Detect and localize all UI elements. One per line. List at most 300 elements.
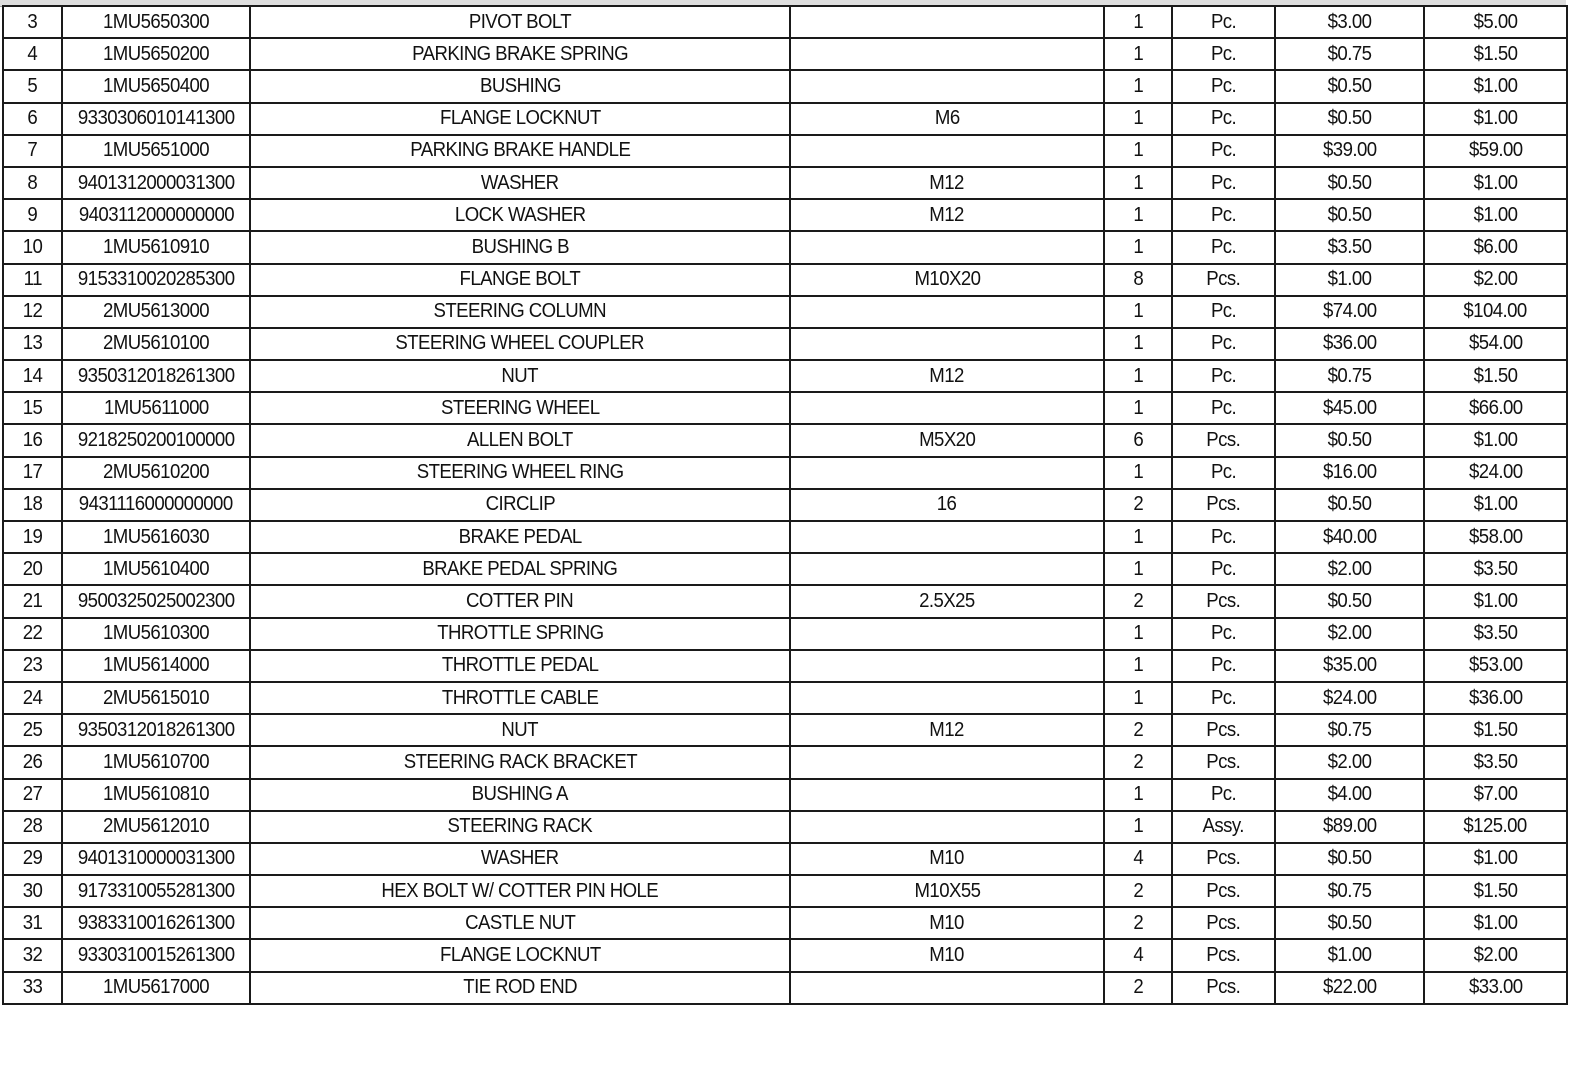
unit-price-cell xyxy=(1275,38,1424,70)
unit-cell xyxy=(1172,521,1275,553)
specification-cell xyxy=(790,779,1104,811)
unit-text: Pcs. xyxy=(1206,911,1241,934)
retail-price-text: $1.00 xyxy=(1473,493,1518,516)
part-number-cell xyxy=(62,585,250,617)
unit-price-text: $0.50 xyxy=(1327,203,1372,226)
part-number-text: 9218250200100000 xyxy=(77,429,235,452)
retail-price-cell xyxy=(1424,135,1567,167)
description-cell xyxy=(250,457,790,489)
unit-cell xyxy=(1172,779,1275,811)
quantity-cell xyxy=(1104,843,1172,875)
ref-number-cell xyxy=(3,714,62,746)
retail-price-text: $2.00 xyxy=(1473,268,1518,291)
retail-price-text: $1.50 xyxy=(1473,879,1518,902)
part-number-text: 1MU5651000 xyxy=(102,139,210,162)
retail-price-text: $58.00 xyxy=(1468,525,1523,548)
specification-cell xyxy=(790,328,1104,360)
ref-number-cell xyxy=(3,103,62,135)
part-number-cell xyxy=(62,682,250,714)
description-text: PARKING BRAKE SPRING xyxy=(412,42,628,65)
unit-price-cell xyxy=(1275,231,1424,263)
unit-cell xyxy=(1172,6,1275,38)
retail-price-text: $59.00 xyxy=(1468,139,1523,162)
specification-cell xyxy=(790,360,1104,392)
part-number-cell xyxy=(62,424,250,456)
unit-cell xyxy=(1172,618,1275,650)
retail-price-text: $5.00 xyxy=(1473,10,1518,33)
table-row xyxy=(3,264,1567,296)
parts-table xyxy=(2,5,1568,1005)
quantity-cell xyxy=(1104,38,1172,70)
description-cell xyxy=(250,843,790,875)
retail-price-text: $24.00 xyxy=(1468,461,1523,484)
unit-price-cell xyxy=(1275,939,1424,971)
quantity-text: 2 xyxy=(1133,750,1143,773)
retail-price-text: $1.00 xyxy=(1473,911,1518,934)
ref-number-cell xyxy=(3,972,62,1004)
quantity-cell xyxy=(1104,70,1172,102)
ref-number-cell xyxy=(3,231,62,263)
ref-number-cell xyxy=(3,360,62,392)
retail-price-cell xyxy=(1424,521,1567,553)
ref-number-text: 6 xyxy=(27,107,38,130)
table-row xyxy=(3,167,1567,199)
retail-price-cell xyxy=(1424,843,1567,875)
retail-price-cell xyxy=(1424,360,1567,392)
unit-text: Pcs. xyxy=(1206,268,1241,291)
unit-cell xyxy=(1172,746,1275,778)
retail-price-text: $7.00 xyxy=(1473,783,1518,806)
description-text: BRAKE PEDAL xyxy=(458,525,582,548)
part-number-text: 1MU5610810 xyxy=(102,783,210,806)
specification-text: M10 xyxy=(929,911,965,934)
quantity-cell xyxy=(1104,811,1172,843)
part-number-text: 1MU5617000 xyxy=(102,976,210,999)
unit-cell xyxy=(1172,907,1275,939)
unit-text: Pcs. xyxy=(1206,976,1241,999)
unit-price-cell xyxy=(1275,521,1424,553)
retail-price-text: $125.00 xyxy=(1463,815,1528,838)
unit-price-text: $1.00 xyxy=(1327,268,1372,291)
retail-price-cell xyxy=(1424,392,1567,424)
specification-cell xyxy=(790,38,1104,70)
description-text: TIE ROD END xyxy=(463,976,577,999)
unit-cell xyxy=(1172,296,1275,328)
quantity-text: 2 xyxy=(1133,589,1143,612)
specification-cell xyxy=(790,199,1104,231)
retail-price-text: $3.50 xyxy=(1473,750,1518,773)
unit-text: Pc. xyxy=(1210,203,1237,226)
specification-cell xyxy=(790,392,1104,424)
unit-price-cell xyxy=(1275,714,1424,746)
description-text: STEERING WHEEL RING xyxy=(416,461,624,484)
quantity-text: 1 xyxy=(1133,525,1143,548)
quantity-text: 1 xyxy=(1133,10,1143,33)
part-number-text: 2MU5613000 xyxy=(102,300,210,323)
retail-price-cell xyxy=(1424,296,1567,328)
ref-number-cell xyxy=(3,650,62,682)
description-cell xyxy=(250,939,790,971)
ref-number-cell xyxy=(3,489,62,521)
table-row xyxy=(3,296,1567,328)
unit-text: Pc. xyxy=(1210,332,1237,355)
unit-text: Pcs. xyxy=(1206,429,1241,452)
specification-cell xyxy=(790,811,1104,843)
retail-price-text: $2.00 xyxy=(1473,944,1518,967)
ref-number-cell xyxy=(3,6,62,38)
specification-cell xyxy=(790,746,1104,778)
description-text: NUT xyxy=(501,364,539,387)
unit-text: Pcs. xyxy=(1206,493,1241,516)
part-number-cell xyxy=(62,264,250,296)
unit-text: Pc. xyxy=(1210,461,1237,484)
part-number-cell xyxy=(62,167,250,199)
quantity-cell xyxy=(1104,296,1172,328)
retail-price-text: $66.00 xyxy=(1468,396,1523,419)
ref-number-text: 26 xyxy=(22,750,43,773)
unit-cell xyxy=(1172,489,1275,521)
specification-cell xyxy=(790,618,1104,650)
part-number-cell xyxy=(62,972,250,1004)
description-cell xyxy=(250,875,790,907)
part-number-cell xyxy=(62,746,250,778)
ref-number-text: 21 xyxy=(22,589,43,612)
description-cell xyxy=(250,618,790,650)
description-text: THROTTLE SPRING xyxy=(436,622,604,645)
ref-number-cell xyxy=(3,135,62,167)
description-cell xyxy=(250,167,790,199)
quantity-text: 1 xyxy=(1133,461,1143,484)
table-row xyxy=(3,328,1567,360)
description-cell xyxy=(250,70,790,102)
description-text: HEX BOLT W/ COTTER PIN HOLE xyxy=(381,879,659,902)
ref-number-cell xyxy=(3,553,62,585)
ref-number-text: 27 xyxy=(22,783,43,806)
unit-price-cell xyxy=(1275,6,1424,38)
quantity-text: 2 xyxy=(1133,493,1143,516)
part-number-text: 9330310015261300 xyxy=(77,944,235,967)
retail-price-cell xyxy=(1424,714,1567,746)
quantity-text: 1 xyxy=(1133,300,1143,323)
specification-text: M5X20 xyxy=(918,429,976,452)
table-row xyxy=(3,231,1567,263)
part-number-cell xyxy=(62,392,250,424)
specification-cell xyxy=(790,585,1104,617)
table-row xyxy=(3,779,1567,811)
part-number-text: 9403112000000000 xyxy=(78,203,234,226)
description-cell xyxy=(250,328,790,360)
parts-table-body xyxy=(3,6,1567,1004)
specification-cell xyxy=(790,103,1104,135)
ref-number-cell xyxy=(3,457,62,489)
quantity-text: 1 xyxy=(1133,235,1143,258)
unit-price-text: $74.00 xyxy=(1322,300,1377,323)
ref-number-text: 8 xyxy=(27,171,38,194)
specification-cell xyxy=(790,714,1104,746)
table-row xyxy=(3,811,1567,843)
retail-price-cell xyxy=(1424,779,1567,811)
description-cell xyxy=(250,296,790,328)
quantity-text: 2 xyxy=(1133,718,1143,741)
unit-text: Assy. xyxy=(1202,815,1245,838)
quantity-text: 1 xyxy=(1133,557,1143,580)
description-cell xyxy=(250,779,790,811)
quantity-cell xyxy=(1104,360,1172,392)
unit-text: Pcs. xyxy=(1206,847,1241,870)
specification-cell xyxy=(790,135,1104,167)
quantity-text: 1 xyxy=(1133,396,1143,419)
unit-text: Pc. xyxy=(1210,74,1237,97)
unit-price-cell xyxy=(1275,553,1424,585)
ref-number-text: 19 xyxy=(22,525,43,548)
part-number-text: 9431116000000000 xyxy=(79,493,233,516)
quantity-cell xyxy=(1104,6,1172,38)
quantity-cell xyxy=(1104,521,1172,553)
part-number-text: 9350312018261300 xyxy=(77,718,235,741)
unit-price-text: $22.00 xyxy=(1322,976,1377,999)
description-cell xyxy=(250,746,790,778)
ref-number-cell xyxy=(3,38,62,70)
ref-number-text: 20 xyxy=(22,557,43,580)
description-cell xyxy=(250,682,790,714)
retail-price-cell xyxy=(1424,553,1567,585)
part-number-cell xyxy=(62,296,250,328)
unit-price-cell xyxy=(1275,328,1424,360)
description-cell xyxy=(250,392,790,424)
unit-text: Pc. xyxy=(1210,783,1237,806)
unit-price-text: $0.75 xyxy=(1327,879,1372,902)
description-cell xyxy=(250,264,790,296)
unit-cell xyxy=(1172,70,1275,102)
ref-number-text: 24 xyxy=(22,686,43,709)
unit-price-text: $1.00 xyxy=(1327,944,1372,967)
table-row xyxy=(3,38,1567,70)
quantity-text: 1 xyxy=(1133,107,1143,130)
unit-cell xyxy=(1172,714,1275,746)
quantity-cell xyxy=(1104,264,1172,296)
description-cell xyxy=(250,199,790,231)
description-text: STEERING WHEEL xyxy=(440,396,600,419)
unit-price-text: $0.75 xyxy=(1327,42,1372,65)
quantity-text: 1 xyxy=(1133,42,1143,65)
unit-text: Pcs. xyxy=(1206,750,1241,773)
table-row xyxy=(3,972,1567,1004)
retail-price-cell xyxy=(1424,424,1567,456)
ref-number-text: 28 xyxy=(22,815,43,838)
part-number-cell xyxy=(62,231,250,263)
ref-number-cell xyxy=(3,296,62,328)
unit-cell xyxy=(1172,972,1275,1004)
description-text: STEERING COLUMN xyxy=(433,300,607,323)
quantity-text: 1 xyxy=(1133,171,1143,194)
description-cell xyxy=(250,585,790,617)
retail-price-text: $33.00 xyxy=(1468,976,1523,999)
part-number-text: 1MU5610400 xyxy=(102,557,210,580)
table-row xyxy=(3,585,1567,617)
unit-cell xyxy=(1172,553,1275,585)
description-text: FLANGE LOCKNUT xyxy=(439,107,601,130)
part-number-text: 9401310000031300 xyxy=(77,847,235,870)
unit-text: Pcs. xyxy=(1206,718,1241,741)
unit-text: Pcs. xyxy=(1206,944,1241,967)
ref-number-cell xyxy=(3,682,62,714)
ref-number-cell xyxy=(3,746,62,778)
ref-number-text: 29 xyxy=(22,847,43,870)
quantity-text: 1 xyxy=(1133,203,1143,226)
unit-text: Pc. xyxy=(1210,686,1237,709)
quantity-text: 1 xyxy=(1133,815,1143,838)
quantity-text: 4 xyxy=(1133,847,1143,870)
unit-price-cell xyxy=(1275,103,1424,135)
description-text: BUSHING A xyxy=(471,783,569,806)
part-number-cell xyxy=(62,521,250,553)
description-cell xyxy=(250,135,790,167)
ref-number-text: 3 xyxy=(27,10,38,33)
unit-price-cell xyxy=(1275,811,1424,843)
quantity-text: 1 xyxy=(1133,622,1143,645)
ref-number-text: 33 xyxy=(22,976,43,999)
ref-number-cell xyxy=(3,907,62,939)
specification-cell xyxy=(790,843,1104,875)
unit-text: Pc. xyxy=(1210,557,1237,580)
retail-price-cell xyxy=(1424,38,1567,70)
part-number-cell xyxy=(62,328,250,360)
retail-price-cell xyxy=(1424,231,1567,263)
part-number-text: 9330306010141300 xyxy=(77,107,235,130)
ref-number-text: 7 xyxy=(27,139,38,162)
unit-price-text: $2.00 xyxy=(1327,557,1372,580)
table-row xyxy=(3,875,1567,907)
unit-price-text: $0.50 xyxy=(1327,911,1372,934)
table-row xyxy=(3,746,1567,778)
table-row xyxy=(3,70,1567,102)
unit-price-text: $0.50 xyxy=(1327,589,1372,612)
ref-number-cell xyxy=(3,811,62,843)
retail-price-cell xyxy=(1424,618,1567,650)
part-number-text: 9153310020285300 xyxy=(77,268,235,291)
unit-cell xyxy=(1172,650,1275,682)
description-text: BRAKE PEDAL SPRING xyxy=(422,557,618,580)
unit-price-cell xyxy=(1275,843,1424,875)
table-row xyxy=(3,618,1567,650)
retail-price-cell xyxy=(1424,167,1567,199)
unit-text: Pc. xyxy=(1210,300,1237,323)
retail-price-text: $1.00 xyxy=(1473,847,1518,870)
specification-cell xyxy=(790,296,1104,328)
description-cell xyxy=(250,972,790,1004)
ref-number-text: 14 xyxy=(22,364,43,387)
unit-price-text: $0.50 xyxy=(1327,493,1372,516)
ref-number-cell xyxy=(3,939,62,971)
retail-price-text: $1.00 xyxy=(1473,107,1518,130)
quantity-cell xyxy=(1104,457,1172,489)
ref-number-cell xyxy=(3,585,62,617)
description-text: STEERING RACK xyxy=(447,815,593,838)
quantity-text: 6 xyxy=(1133,429,1143,452)
specification-text: M10X20 xyxy=(914,268,980,291)
unit-price-cell xyxy=(1275,650,1424,682)
unit-price-text: $3.50 xyxy=(1327,235,1372,258)
ref-number-text: 16 xyxy=(22,429,43,452)
ref-number-text: 5 xyxy=(27,74,38,97)
ref-number-cell xyxy=(3,779,62,811)
ref-number-cell xyxy=(3,328,62,360)
part-number-text: 1MU5650400 xyxy=(102,74,210,97)
description-cell xyxy=(250,38,790,70)
retail-price-text: $54.00 xyxy=(1468,332,1523,355)
table-row xyxy=(3,714,1567,746)
unit-cell xyxy=(1172,167,1275,199)
ref-number-text: 13 xyxy=(22,332,43,355)
retail-price-text: $1.50 xyxy=(1473,42,1518,65)
specification-text: M10 xyxy=(929,847,965,870)
retail-price-text: $1.00 xyxy=(1473,429,1518,452)
quantity-cell xyxy=(1104,618,1172,650)
ref-number-cell xyxy=(3,199,62,231)
specification-cell xyxy=(790,70,1104,102)
description-text: STEERING RACK BRACKET xyxy=(403,750,637,773)
unit-price-cell xyxy=(1275,296,1424,328)
table-row xyxy=(3,553,1567,585)
unit-price-text: $0.50 xyxy=(1327,429,1372,452)
part-number-cell xyxy=(62,939,250,971)
description-text: PIVOT BOLT xyxy=(468,10,572,33)
ref-number-text: 9 xyxy=(27,203,38,226)
retail-price-text: $36.00 xyxy=(1468,686,1523,709)
description-cell xyxy=(250,6,790,38)
part-number-text: 1MU5610910 xyxy=(102,235,210,258)
table-row xyxy=(3,424,1567,456)
unit-price-text: $36.00 xyxy=(1322,332,1377,355)
part-number-cell xyxy=(62,811,250,843)
part-number-text: 9401312000031300 xyxy=(77,171,235,194)
ref-number-text: 10 xyxy=(22,235,43,258)
description-cell xyxy=(250,521,790,553)
unit-price-cell xyxy=(1275,972,1424,1004)
description-text: STEERING WHEEL COUPLER xyxy=(395,332,645,355)
description-cell xyxy=(250,811,790,843)
ref-number-cell xyxy=(3,618,62,650)
unit-cell xyxy=(1172,360,1275,392)
ref-number-cell xyxy=(3,167,62,199)
unit-price-text: $16.00 xyxy=(1322,461,1377,484)
unit-text: Pcs. xyxy=(1206,879,1241,902)
unit-cell xyxy=(1172,103,1275,135)
specification-cell xyxy=(790,489,1104,521)
unit-cell xyxy=(1172,457,1275,489)
retail-price-text: $1.00 xyxy=(1473,203,1518,226)
part-number-cell xyxy=(62,457,250,489)
retail-price-text: $1.00 xyxy=(1473,74,1518,97)
unit-text: Pc. xyxy=(1210,171,1237,194)
specification-text: M12 xyxy=(929,364,965,387)
retail-price-cell xyxy=(1424,70,1567,102)
specification-cell xyxy=(790,875,1104,907)
specification-cell xyxy=(790,424,1104,456)
table-row xyxy=(3,650,1567,682)
ref-number-text: 11 xyxy=(23,268,42,291)
unit-price-text: $39.00 xyxy=(1322,139,1377,162)
ref-number-text: 32 xyxy=(22,944,43,967)
unit-price-cell xyxy=(1275,746,1424,778)
part-number-text: 1MU5650200 xyxy=(102,42,210,65)
unit-price-cell xyxy=(1275,682,1424,714)
unit-price-text: $0.75 xyxy=(1327,364,1372,387)
unit-text: Pcs. xyxy=(1206,589,1241,612)
retail-price-cell xyxy=(1424,6,1567,38)
part-number-cell xyxy=(62,618,250,650)
quantity-cell xyxy=(1104,553,1172,585)
